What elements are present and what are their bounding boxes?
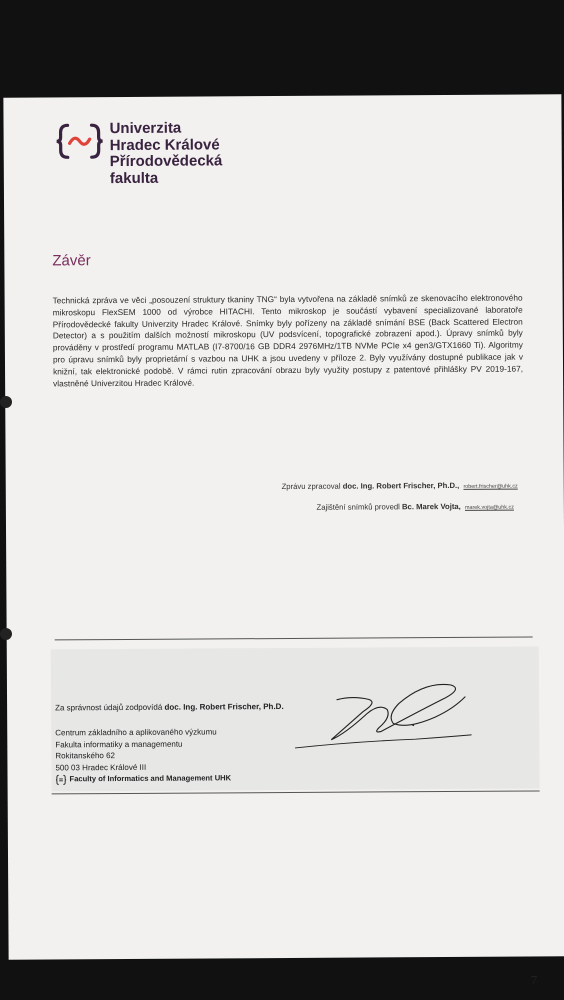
prepared-by-email[interactable]: robert.frischer@uhk.cz bbox=[463, 483, 518, 490]
prepared-by-line bbox=[282, 481, 518, 491]
handwritten-signature bbox=[275, 683, 485, 754]
document-page bbox=[3, 94, 564, 988]
fim-logo bbox=[56, 773, 232, 786]
logo-line-1: Univerzita bbox=[109, 119, 182, 138]
conclusion-paragraph: Technická zpráva ve věci „posouzení struktury tkaniny TNG“ byla vytvořena na základě snímků ze skenovacího elektronového mikroskopu FlexSEM 1000 od výrobce HITACHI. Tento mikroskop je součástí vybavení specializované laboratoře Přírodovědecké fakulty Univerzity Hradec Králové. Snímky byly pořízeny na základě snímání BSE (Back Scattered Electron Detector) a s použitím dalších možností mikroskopu (UV podsvícení, topografické zobrazení apod.). Úpravy snímků byly prováděny v prostředí programu MATLAB (I7-8700/16 GB DDR4 2976MHz/1TB NVMe PCIe x4 gen3/GTX1660 Ti). Algoritmy pro úpravu snímků byly proprietární s vazbou na UHK a jsou uvedeny v příloze 2. Byly využívány dostupné publikace jak v knižní, tak elektronické podobě. V rámci rutin zpracování obrazu byly využity postupy z patentové přihlášky PV 2019-167, vlastněné Univerzitou Hradec Králové. bbox=[52, 292, 524, 388]
section-heading: Závěr bbox=[52, 252, 91, 270]
fim-logo-icon bbox=[56, 774, 67, 785]
responsible-prefix: Za správnost údajů zodpovídá bbox=[55, 702, 163, 713]
org-line-3: Rokitanského 62 bbox=[55, 751, 116, 761]
binder-hole-bottom bbox=[0, 628, 12, 640]
page-number: 7 bbox=[530, 972, 538, 988]
university-name bbox=[110, 120, 223, 187]
footer-divider-top bbox=[55, 636, 533, 640]
university-logo bbox=[56, 120, 223, 187]
images-by-name: Bc. Marek Vojta, bbox=[401, 501, 461, 512]
fim-label: Faculty of Informatics and Management UHK bbox=[69, 773, 232, 784]
logo-line-2: Hradec Králové bbox=[109, 135, 220, 154]
footer-divider-bottom bbox=[52, 790, 540, 794]
logo-line-3: Přírodovědecká bbox=[109, 152, 223, 171]
university-logo-icon bbox=[56, 121, 104, 161]
images-by-prefix: Zajištění snímků provedl bbox=[316, 502, 400, 512]
logo-line-4: fakulta bbox=[109, 169, 159, 187]
org-line-1: Centrum základního a aplikovaného výzkumu bbox=[55, 727, 217, 738]
responsible-name: doc. Ing. Robert Frischer, Ph.D. bbox=[164, 702, 284, 712]
organization-address bbox=[55, 726, 231, 785]
images-by-email[interactable]: marek.vojta@uhk.cz bbox=[464, 504, 514, 511]
org-line-2: Fakulta informatiky a managementu bbox=[55, 739, 183, 750]
prepared-by-prefix: Zprávu zpracoval bbox=[281, 481, 341, 492]
org-line-4: 500 03 Hradec Králové III bbox=[55, 762, 147, 773]
responsible-line bbox=[55, 702, 284, 712]
images-by-line bbox=[316, 502, 513, 512]
binder-hole-top bbox=[0, 396, 12, 408]
prepared-by-name: doc. Ing. Robert Frischer, Ph.D., bbox=[342, 480, 460, 491]
